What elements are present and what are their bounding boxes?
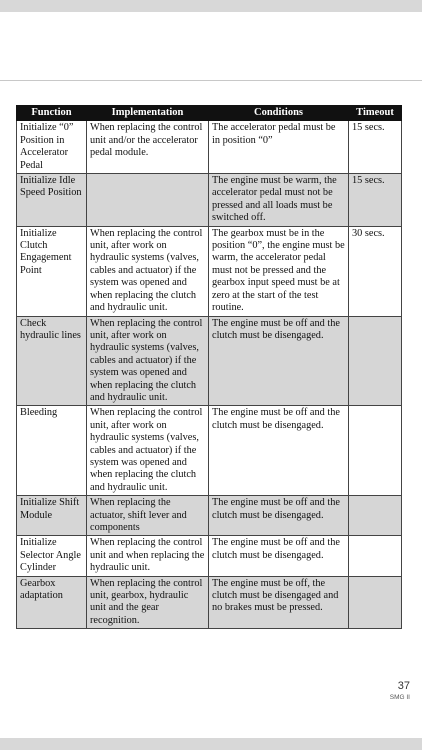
timeout-cell [349,496,402,536]
table-row [17,121,402,174]
top-margin-strip [0,0,422,12]
timeout-cell [349,316,402,406]
conditions-cell: The engine must be off and the clutch must be disengaged. [209,316,349,406]
table-row [17,226,402,316]
header-conditions: Conditions [209,106,349,121]
implementation-cell: When replacing the control unit, after work on hydraulic systems (valves, cables and actuator) if the system was opened and when replacing the clutch and hydraulic unit. [87,316,209,406]
timeout-cell: 30 secs. [349,226,402,316]
header-timeout: Timeout [349,106,402,121]
function-cell: Initialize Selector Angle Cylinder [17,536,87,576]
function-cell: Initialize Idle Speed Position [17,174,87,227]
conditions-cell: The engine must be off and the clutch must be disengaged. [209,496,349,536]
implementation-cell [87,174,209,227]
function-cell: Gearbox adaptation [17,576,87,629]
table-row [17,174,402,227]
timeout-cell: 15 secs. [349,121,402,174]
function-cell: Initialize “0” Position in Accelerator Pedal [17,121,87,174]
conditions-cell: The accelerator pedal must be in position “0” [209,121,349,174]
timeout-cell [349,536,402,576]
conditions-cell: The engine must be off, the clutch must be disengaged and no brakes must be pressed. [209,576,349,629]
conditions-cell: The engine must be off and the clutch must be disengaged. [209,536,349,576]
implementation-cell: When replacing the control unit and when replacing the hydraulic unit. [87,536,209,576]
conditions-cell: The engine must be off and the clutch must be disengaged. [209,406,349,496]
document-label: SMG II [389,694,410,701]
implementation-cell: When replacing the control unit, gearbox, hydraulic unit and the gear recognition. [87,576,209,629]
timeout-cell [349,576,402,629]
function-cell: Initialize Shift Module [17,496,87,536]
implementation-cell: When replacing the control unit and/or the accelerator pedal module. [87,121,209,174]
function-table [16,105,402,629]
table-row [17,406,402,496]
header-function: Function [17,106,87,121]
timeout-cell: 15 secs. [349,174,402,227]
conditions-cell: The gearbox must be in the position “0”, the engine must be warm, the accelerator pedal must not be pressed and the gearbox input speed must be at zero at the start of the test routine. [209,226,349,316]
table-row [17,496,402,536]
function-cell: Bleeding [17,406,87,496]
header-implementation: Implementation [87,106,209,121]
bottom-margin-strip [0,738,422,750]
implementation-cell: When replacing the control unit, after work on hydraulic systems (valves, cables and actuator) if the system was opened and when replacing the clutch and hydraulic unit. [87,406,209,496]
function-cell: Initialize Clutch Engagement Point [17,226,87,316]
table-row [17,576,402,629]
table-header-row [17,106,402,121]
conditions-cell: The engine must be warm, the accelerator pedal must not be pressed and all loads must be switched off. [209,174,349,227]
table-row [17,536,402,576]
implementation-cell: When replacing the control unit, after work on hydraulic systems (valves, cables and actuator) if the system was opened and when replacing the clutch and hydraulic unit. [87,226,209,316]
implementation-cell: When replacing the actuator, shift lever and components [87,496,209,536]
table-row [17,316,402,406]
function-cell: Check hydraulic lines [17,316,87,406]
timeout-cell [349,406,402,496]
header-rule [0,80,422,81]
page-number: 37 [397,680,410,692]
